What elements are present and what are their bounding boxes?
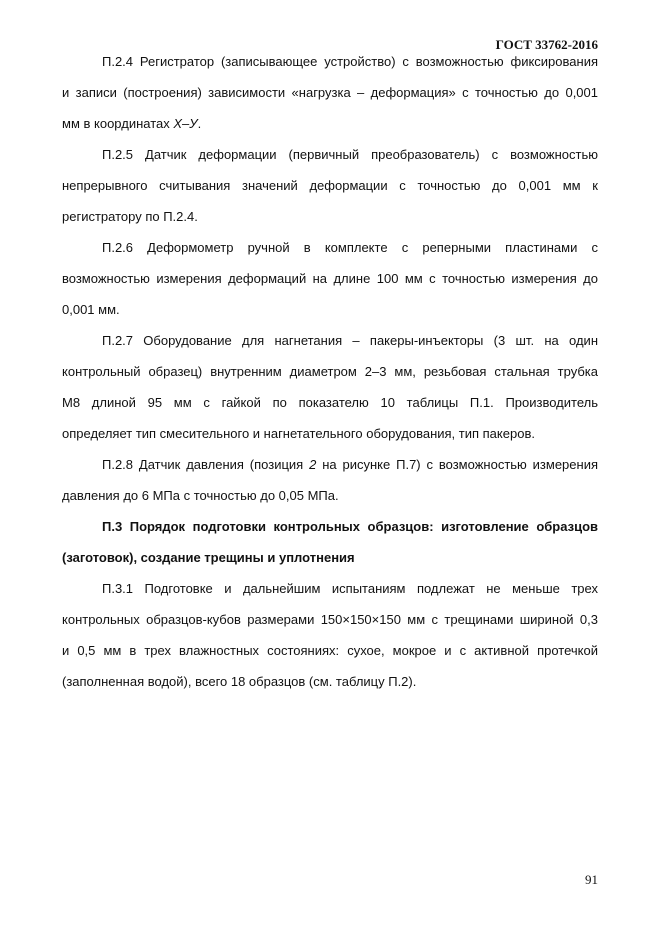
text-segment: и записи (построения) зависимости «нагрузка – деформация» с точностью до 0,001: [62, 85, 598, 100]
text-segment: (заготовок), создание трещины и уплотнения: [62, 550, 355, 565]
text-segment: М8 длиной 95 мм с гайкой по показателю 10 таблицы П.1. Производитель: [62, 395, 598, 410]
text-segment: на рисунке П.7) с возможностью измерения: [316, 457, 598, 472]
text-line: [62, 294, 598, 325]
text-segment: П.2.5 Датчик деформации (первичный преобразователь) с возможностью: [102, 147, 598, 162]
text-line: [62, 356, 598, 387]
text-line: [62, 666, 598, 697]
italic-text: 2: [309, 457, 317, 472]
text-segment: контрольных образцов-кубов размерами 150×150×150 мм с трещинами шириной 0,3: [62, 612, 598, 627]
text-segment: П.3 Порядок подготовки контрольных образцов: изготовление образцов: [102, 519, 598, 534]
paragraph: [62, 46, 598, 139]
text-segment: П.3.1 Подготовке и дальнейшим испытаниям подлежат не меньше трех: [102, 581, 598, 596]
text-line: [62, 449, 598, 480]
text-line: [62, 232, 598, 263]
text-line: [62, 511, 598, 542]
text-line: [62, 480, 598, 511]
text-line: [62, 542, 598, 573]
text-segment: определяет тип смесительного и нагнетательного оборудования, тип пакеров.: [62, 426, 535, 441]
paragraph: [62, 325, 598, 449]
section-heading: [62, 511, 598, 573]
document-body: [62, 46, 598, 697]
text-line: [62, 604, 598, 635]
text-segment: (заполненная водой), всего 18 образцов (см. таблицу П.2).: [62, 674, 417, 689]
paragraph: [62, 139, 598, 232]
text-line: [62, 387, 598, 418]
text-segment: регистратору по П.2.4.: [62, 209, 198, 224]
text-segment: контрольный образец) внутренним диаметром 2–3 мм, резьбовая стальная трубка: [62, 364, 598, 379]
text-segment: мм в координатах: [62, 116, 174, 131]
text-segment: и 0,5 мм в трех влажностных состояниях: сухое, мокрое и с активной протечкой: [62, 643, 598, 658]
text-segment: 0,001 мм.: [62, 302, 120, 317]
paragraph: [62, 449, 598, 511]
text-segment: .: [197, 116, 202, 131]
text-segment: П.2.7 Оборудование для нагнетания – пакеры-инъекторы (3 шт. на один: [102, 333, 598, 348]
page-number: 91: [585, 872, 598, 887]
text-line: [62, 325, 598, 356]
text-line: [62, 263, 598, 294]
text-line: [62, 573, 598, 604]
text-segment: возможностью измерения деформаций на длине 100 мм с точностью измерения до: [62, 271, 598, 286]
text-segment: непрерывного считывания значений деформации с точностью до 0,001 мм к: [62, 178, 598, 193]
text-line: [62, 46, 598, 77]
text-line: [62, 139, 598, 170]
text-segment: П.2.8 Датчик давления (позиция: [102, 457, 310, 472]
text-line: [62, 108, 598, 139]
italic-text: Х–У: [173, 116, 198, 131]
text-segment: давления до 6 МПа с точностью до 0,05 МПа.: [62, 488, 339, 503]
paragraph: [62, 232, 598, 325]
text-line: [62, 201, 598, 232]
paragraph: [62, 573, 598, 697]
text-line: [62, 77, 598, 108]
text-line: [62, 418, 598, 449]
text-line: [62, 170, 598, 201]
document-code-header: ГОСТ 33762-2016: [495, 37, 598, 52]
text-segment: П.2.6 Деформометр ручной в комплекте с реперными пластинами с: [102, 240, 598, 255]
text-line: [62, 635, 598, 666]
text-segment: П.2.4 Регистратор (записывающее устройство) с возможностью фиксирования: [102, 54, 598, 69]
